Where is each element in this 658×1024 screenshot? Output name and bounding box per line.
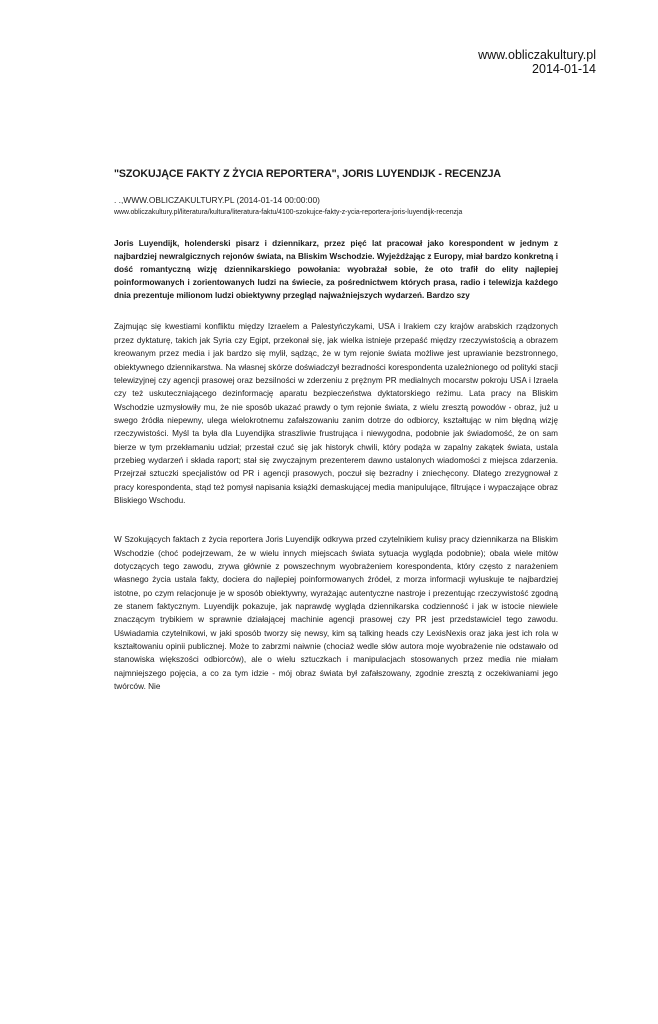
article-lead: Joris Luyendijk, holenderski pisarz i dziennikarz, przez pięć lat pracował jako korespondent w jednym z najbardziej newralgicznych rejonów świata, na Bliskim Wschodzie. Wyjeżdżając z Europy, miał bardzo konkretną i dość romantyczną wizję dziennikarskiego powołania: wyobrażał sobie, że oto trafił do elity najlepiej poinformowanych i zorientowanych ludzi na świecie, za pośrednictwem których prasa, radio i telewizja każdego dnia prezentuje milionom ludzi obiektywny przegląd najważniejszych wydarzeń. Bardzo szy	[114, 239, 558, 301]
document-header	[478, 48, 596, 76]
article	[114, 166, 558, 702]
site-name: www.obliczakultury.pl	[478, 48, 596, 62]
article-url: www.obliczakultury.pl/literatura/kultura/literatura-faktu/4100-szokujce-fakty-z-ycia-reportera-joris-luyendijk-recenzja	[114, 209, 463, 216]
article-title: "SZOKUJĄCE FAKTY Z ŻYCIA REPORTERA", JORIS LUYENDIJK - RECENZJA	[114, 168, 501, 180]
article-paragraph: Zajmując się kwestiami konfliktu między Izraelem a Palestyńczykami, USA i Irakiem czy krajów arabskich rządzonych przez dyktaturę, takich jak Syria czy Egipt, przekonał się, jak wielka istnieje przepaść między rzeczywistością a obrazem kreowanym przez media i jak bardzo się mylił, sądząc, że w tym rejonie świata możliwe jest uprawianie bezstronnego, obiektywnego dziennikarstwa. Na własnej skórze doświadczył bezradności korespondenta uzależnionego od polityki stacji telewizyjnej czy agencji prasowej oraz bezsilności w zderzeniu z prężnym PR medialnych mocarstw pokroju USA i Izraela czy też uskuteczniającego dezinformację aparatu bezpieczeństwa dyktatorskiego reżimu. Lata pracy na Bliskim Wschodzie uzmysłowiły mu, że nie sposób ukazać prawdy o tym rejonie świata, z wielu zresztą powodów - obraz, już u swego źródła niepewny, ulega wielokrotnemu zafałszowaniu zanim dotrze do odbiorcy, kształtując w nim błędną wizję rzeczywistości. Myśl ta była dla Luyendijka straszliwie frustrująca i niewygodna, podobnie jak świadomość, że on sam bierze w tym przekłamaniu udział; przestał czuć się jak historyk chwili, który podąża w zapalny zakątek świata, ustala przebieg wydarzeń i składa raport; stał się zwyczajnym prezenterem dawno ustalonych wiadomości z miejsca zdarzenia. Przejrzał sztuczki specjalistów od PR i agencji prasowych, poczuł się bezradny i zniechęcony. Dlatego zrezygnował z pracy korespondenta, stąd też pomysł napisania książki demaskującej media manipulujące, filtrujące i wypaczające obraz Bliskiego Wschodu.	[114, 322, 558, 505]
document-date: 2014-01-14	[532, 62, 596, 76]
article-source: . .,WWW.OBLICZAKULTURY.PL (2014-01-14 00:00:00)	[114, 195, 320, 205]
article-paragraph: W Szokujących faktach z życia reportera Joris Luyendijk odkrywa przed czytelnikiem kulisy pracy dziennikarza na Bliskim Wschodzie (choć podejrzewam, że w wielu innych miejscach świata sytuacja wygląda podobnie); obala wiele mitów dotyczących tego zawodu, zrywa głównie z powszechnym wyobrażeniem korespondenta, który często z narażeniem własnego życia ustala fakty, dociera do najlepiej poinformowanych źródeł, z morza informacji wyłuskuje te najbardziej istotne, po czym relacjonuje je w sposób obiektywny, wyrażając autentyczne nastroje i prezentując rzeczywistość zgodną ze stanem faktycznym. Luyendijk pokazuje, jak naprawdę wygląda dziennikarska codzienność i jak w istocie niewiele znaczącym trybikiem w sprawnie działającej machinie agencji prasowej czy PR jest przedstawiciel tego zawodu. Uświadamia czytelnikowi, w jaki sposób tworzy się newsy, kim są talking heads czy LexisNexis oraz jaka jest ich rola w kształtowaniu opinii publicznej. Może to zabrzmi naiwnie (chociaż wedle słów autora moje wyobrażenie nie odstawało od stanowiska większości odbiorców), ale o wielu sztuczkach i manipulacjach stosowanych przez media nie miałam najmniejszego pojęcia, a co za tym idzie - mój obraz świata był zafałszowany, zgodnie zresztą z oczekiwaniami jego twórców. Nie	[114, 535, 558, 692]
